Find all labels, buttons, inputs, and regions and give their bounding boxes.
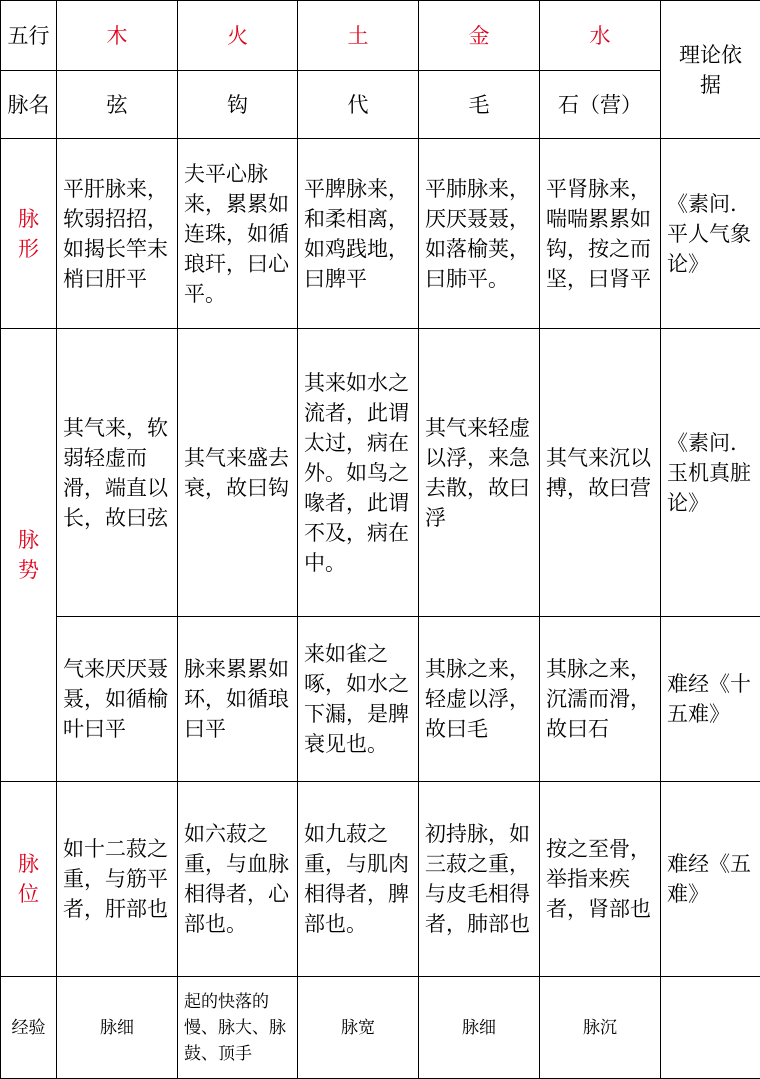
pulse-position-label: 脉位 [1, 782, 57, 977]
element-earth: 土 [298, 1, 419, 71]
pulse-name-metal: 毛 [419, 71, 540, 139]
element-water: 水 [540, 1, 661, 71]
pulse-shape-water: 平肾脉来，喘喘累累如钩，按之而坚，曰肾平 [540, 139, 661, 329]
pulse-shape-metal: 平肺脉来，厌厌聂聂，如落榆荚，曰肺平。 [419, 139, 540, 329]
pulse-momentum-metal: 其气来轻虚以浮，来急去散，故曰浮 [419, 329, 540, 617]
pulse-name-row [1, 71, 760, 139]
pulse-momentum-water: 其气来沉以搏，故曰营 [540, 329, 661, 617]
pulse-momentum2-fire: 脉来累累如环，如循琅 曰平 [178, 617, 298, 782]
experience-wood: 脉细 [57, 977, 178, 1079]
pulse-position-water: 按之至骨，举指来疾者，肾部也 [540, 782, 661, 977]
pulse-momentum2-wood: 气来厌厌聂聂，如循榆叶曰平 [57, 617, 178, 782]
element-wood: 木 [57, 1, 178, 71]
pulse-name-wood: 弦 [57, 71, 178, 139]
experience-water: 脉沉 [540, 977, 661, 1079]
theory-header: 理论依据 [661, 1, 760, 139]
pulse-name-water: 石（营） [540, 71, 661, 139]
pulse-momentum-label: 脉势 [1, 329, 57, 782]
pulse-momentum-earth: 其来如水之流者，此谓太过，病在外。如鸟之喙者，此谓不及，病在中。 [298, 329, 419, 617]
pulse-momentum-reference-2: 难经《十五难》 [661, 617, 760, 782]
pulse-shape-label: 脉形 [1, 139, 57, 329]
pulse-momentum2-metal: 其脉之来，轻虚以浮，故曰毛 [419, 617, 540, 782]
experience-reference [661, 977, 760, 1079]
pulse-shape-row [1, 139, 760, 329]
pulse-position-wood: 如十二菽之重，与筋平者，肝部也 [57, 782, 178, 977]
pulse-momentum-row-1 [1, 329, 760, 617]
pulse-position-metal: 初持脉，如三菽之重，与皮毛相得者，肺部也 [419, 782, 540, 977]
pulse-shape-wood: 平肝脉来，软弱招招，如揭长竿末梢曰肝平 [57, 139, 178, 329]
pulse-momentum-wood: 其气来，软弱轻虚而滑，端直以长，故曰弦 [57, 329, 178, 617]
pulse-shape-fire: 夫平心脉来，累累如连珠，如循琅玕，曰心平。 [178, 139, 298, 329]
experience-row [1, 977, 760, 1079]
pulse-momentum-row-2 [1, 617, 760, 782]
pulse-position-earth: 如九菽之重，与肌肉相得者，脾部也。 [298, 782, 419, 977]
element-fire: 火 [178, 1, 298, 71]
pulse-position-reference: 难经《五难》 [661, 782, 760, 977]
experience-earth: 脉宽 [298, 977, 419, 1079]
wuxing-label: 五行 [1, 1, 57, 71]
header-row [1, 1, 760, 71]
element-metal: 金 [419, 1, 540, 71]
experience-fire: 起的快落的慢、脉大、脉鼓、顶手 [178, 977, 298, 1079]
pulse-position-fire: 如六菽之重，与血脉相得者，心部也。 [178, 782, 298, 977]
pulse-momentum-reference-1: 《素问.玉机真脏论》 [661, 329, 760, 617]
pulse-name-fire: 钩 [178, 71, 298, 139]
pulse-momentum2-earth: 来如雀之啄，如水之下漏，是脾衰见也。 [298, 617, 419, 782]
pulse-momentum2-water: 其脉之来，沉濡而滑，故曰石 [540, 617, 661, 782]
experience-metal: 脉细 [419, 977, 540, 1079]
pulse-position-row [1, 782, 760, 977]
experience-label: 经验 [1, 977, 57, 1079]
pulse-shape-reference: 《素问.平人气象论》 [661, 139, 760, 329]
pulse-momentum-fire: 其气来盛去衰，故曰钩 [178, 329, 298, 617]
pulse-shape-earth: 平脾脉来，和柔相离，如鸡践地，曰脾平 [298, 139, 419, 329]
pulse-name-earth: 代 [298, 71, 419, 139]
pulse-name-label: 脉名 [1, 71, 57, 139]
